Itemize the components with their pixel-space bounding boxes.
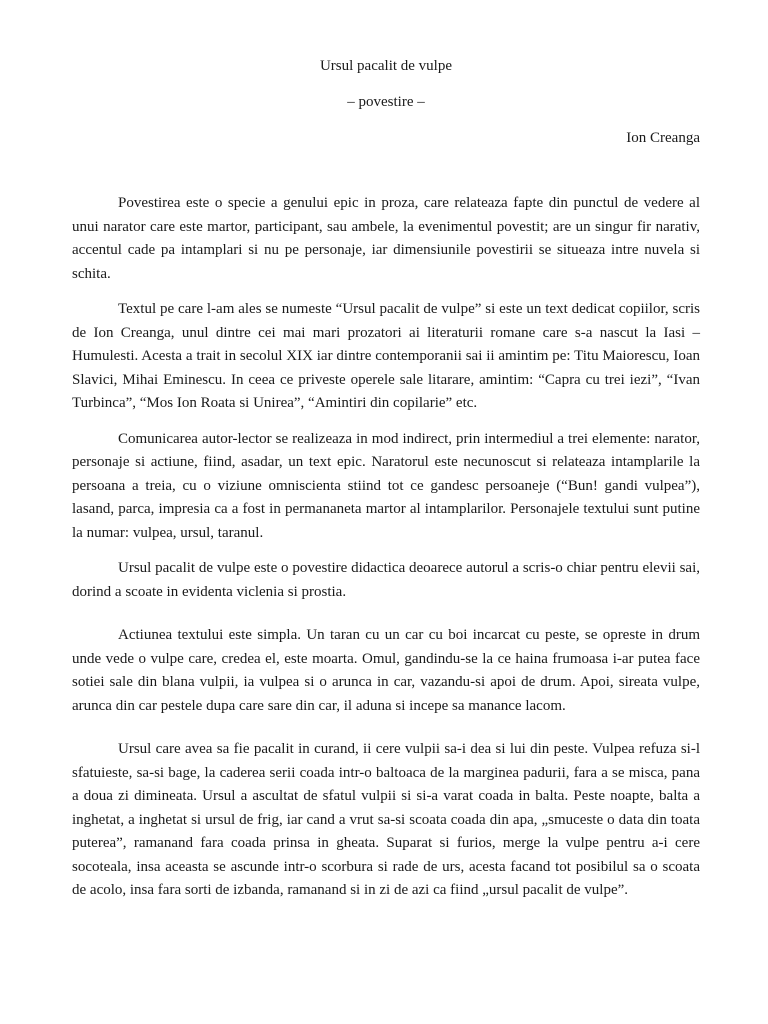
document-subtitle: – povestire – <box>347 94 425 110</box>
paragraph: Ursul care avea sa fie pacalit in curand, ii cere vulpii sa-i dea si lui din peste. Vulpea refuza si-l sfatuieste, sa-si bage, la caderea serii coada intr-o baltoaca de la marginea padurii, fara a se misca, pana a doua zi dimineata. Ursul a ascultat de sfatul vulpii si si-a varat coada in balta. Peste noapte, balta a inghetat, a inghetat si ursul de frig, iar cand a vrut sa-si scoata coada din apa, „smuceste o data din toata puterea”, ramanand fara coada prinsa in gheata. Suparat si furios, merge la vulpe pentru a-i cere socoteala, insa aceasta se ascunde intr-o scorbura si rade de urs, acesta facand tot posibilul sa o scoata de acolo, insa fara sorti de izbanda, ramanand si in zi de azi ca fiind „ursul pacalit de vulpe”. <box>72 741 700 898</box>
paragraph: Textul pe care l-am ales se numeste “Ursul pacalit de vulpe” si este un text dedicat copiilor, scris de Ion Creanga, unul dintre cei mai mari prozatori ai literaturii romane care s-a nascut la Iasi – Humulesti. Acesta a trait in secolul XIX iar dintre contemporanii sai ii amintim pe: Titu Maiorescu, Ioan Slavici, Mihai Eminescu. In ceea ce priveste operele sale litarare, amintim: “Capra cu trei iezi”, “Ivan Turbinca”, “Mos Ion Roata si Unirea”, “Amintiri din copilarie” etc. <box>72 301 700 411</box>
paragraph: Povestirea este o specie a genului epic in proza, care relateaza fapte din punctul de vedere al unui narator care este martor, participant, sau ambele, la evenimentul povestit; are un singur fir narativ, accentul cade pa intamplari si nu pe personaje, iar dimensiunile povestirii se situeaza intre nuvela si schita. <box>72 195 700 282</box>
document-title: Ursul pacalit de vulpe <box>319 58 453 74</box>
document-body <box>72 192 700 903</box>
paragraph: Actiunea textului este simpla. Un taran cu un car cu boi incarcat cu peste, se opreste in drum unde vede o vulpe care, credea el, este moarta. Omul, gandindu-se la ce haina frumoasa i-ar putea face sotiei sale din blana vulpii, ia vulpea si o arunca in car, vazandu-si apoi de drum. Apoi, sireata vulpe, arunca din car pestele dupa care sare din car, il aduna si incepe sa manance lacom. <box>72 627 700 714</box>
document-author: Ion Creanga <box>626 130 700 146</box>
paragraph: Comunicarea autor-lector se realizeaza in mod indirect, prin intermediul a trei elemente: narator, personaje si actiune, fiind, asadar, un text epic. Naratorul este necunoscut si relateaza intamplarile la persoana a treia, cu o viziune omniscienta stiind tot ce gandesc persoaneje (“Bun! gandi vulpea”), lasand, parca, impresia ca a fost in permananeta martor al intamplarilor. Personajele textului sunt putine la numar: vulpea, ursul, taranul. <box>72 430 700 541</box>
paragraph: Ursul pacalit de vulpe este o povestire didactica deoarece autorul a scris-o chiar pentru elevii sai, dorind a scoate in evidenta viclenia si prostia. <box>72 560 700 600</box>
document-page <box>72 56 700 915</box>
